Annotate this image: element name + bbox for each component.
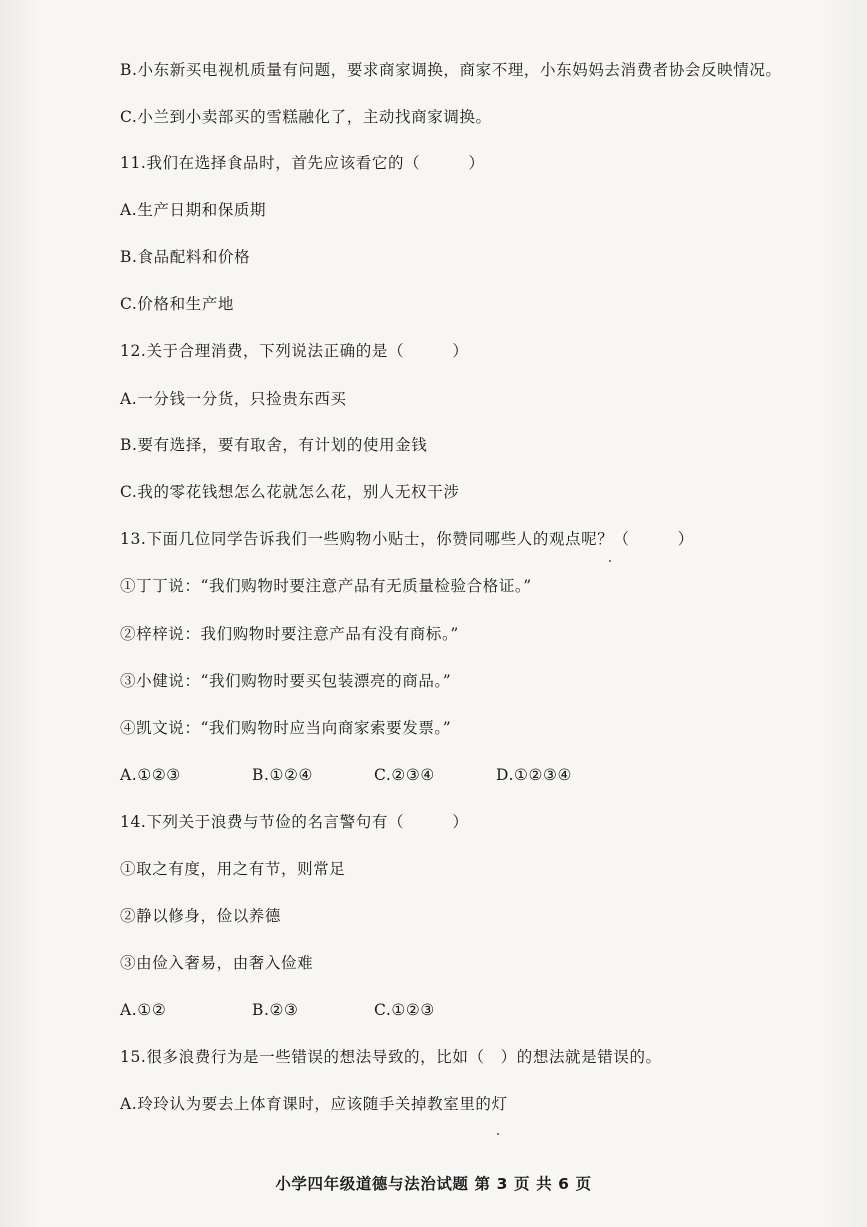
q13-statement-2: ②梓梓说：我们购物时要注意产品有没有商标。” (120, 625, 459, 643)
q11-option-b: B.食品配料和价格 (120, 248, 251, 266)
q12-option-b: B.要有选择，要有取舍，有计划的使用金钱 (120, 436, 428, 454)
q11-option-c: C.价格和生产地 (120, 295, 235, 313)
q14-options (120, 1000, 435, 1020)
q14-statement-3: ③由俭入奢易，由奢入俭难 (120, 954, 314, 972)
q13-statement-4: ④凯文说：“我们购物时应当向商家索要发票。” (120, 719, 452, 737)
option-c-line: C.小兰到小卖部买的雪糕融化了，主动找商家调换。 (120, 108, 492, 126)
question-15: 15.很多浪费行为是一些错误的想法导致的，比如（ ）的想法就是错误的。 (120, 1048, 662, 1066)
q13-option-a: A.①②③ (120, 766, 181, 784)
page-footer: 小学四年级道德与法治试题 第 3 页 共 6 页 (275, 1175, 592, 1193)
question-11: 11.我们在选择食品时，首先应该看它的（ ） (120, 154, 485, 172)
q12-option-c: C.我的零花钱想怎么花就怎么花，别人无权干涉 (120, 483, 460, 501)
q13-statement-1: ①丁丁说：“我们购物时要注意产品有无质量检验合格证。” (120, 577, 532, 595)
question-12: 12.关于合理消费，下列说法正确的是（ ） (120, 342, 469, 360)
q14-statement-1: ①取之有度，用之有节，则常足 (120, 860, 346, 878)
q14-option-a: A.①② (120, 1001, 167, 1019)
q13-option-b: B.①②④ (252, 766, 314, 784)
question-13: 13.下面几位同学告诉我们一些购物小贴士，你赞同哪些人的观点呢？（ ） (120, 530, 694, 548)
q14-statement-2: ②静以修身，俭以养德 (120, 907, 282, 925)
q15-option-a: A.玲玲认为要去上体育课时，应该随手关掉教室里的灯 (120, 1095, 508, 1113)
scan-speck (497, 1133, 499, 1135)
q13-option-d: D.①②③④ (496, 766, 572, 784)
q13-options (120, 765, 572, 785)
q13-option-c: C.②③④ (374, 766, 435, 784)
scan-speck (609, 560, 611, 562)
question-14: 14.下列关于浪费与节俭的名言警句有（ ） (120, 813, 469, 831)
q14-option-b: B.②③ (252, 1001, 299, 1019)
q11-option-a: A.生产日期和保质期 (120, 201, 267, 219)
option-b-line: B.小东新买电视机质量有问题，要求商家调换，商家不理，小东妈妈去消费者协会反映情况。 (120, 61, 782, 79)
q12-option-a: A.一分钱一分货，只捡贵东西买 (120, 390, 347, 408)
q14-option-c: C.①②③ (374, 1001, 435, 1019)
q13-statement-3: ③小健说：“我们购物时要买包装漂亮的商品。” (120, 672, 452, 690)
